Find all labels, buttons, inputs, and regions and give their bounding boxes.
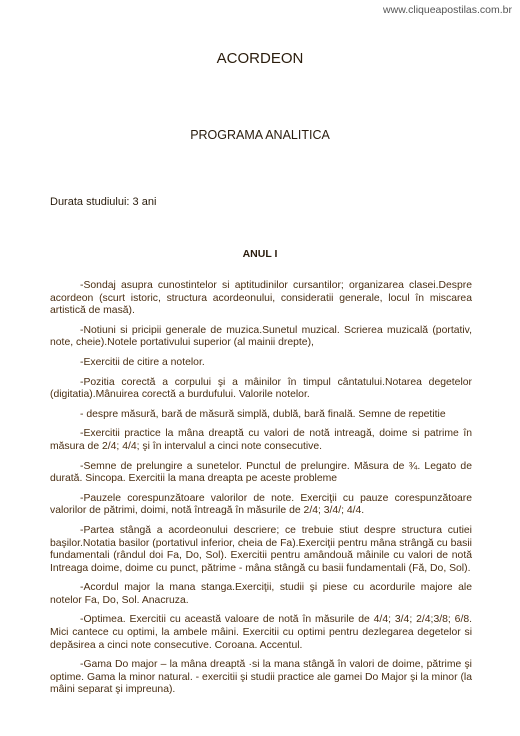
paragraph: -Exercitii practice la mâna dreaptă cu valori de notă intreagă, doime si patrime în măsura de 2/4; 4/4; şi în intervalul a cinci note consecutive. bbox=[50, 428, 472, 452]
paragraph: -Optimea. Exercitii cu această valoare de notă în măsurile de 4/4; 3/4; 2/4;3/8; 6/8. Mici cantece cu optimi, la ambele mâini. Exercitii cu optimi pentru dezlegarea degetelor si depăsirea a cinci note consecutive. Coroana. Accentul. bbox=[50, 614, 472, 651]
paragraph: -Partea stângă a acordeonului descriere; ce trebuie stiut despre structura cutiei başilor.Notatia basilor (portativul inferior, cheia de Fa).Exerciţii pentru mâna strângă cu basii fundamentali (rândul doi Fa, Do, Sol). Exercitii pentru amândouă mâinile cu valori de notă Intreaga doime, doime cu punct, pătrime - mâna stângă cu basii fundamentali (Fă, Do, Sol). bbox=[50, 524, 472, 574]
document-title: ACORDEON bbox=[216, 50, 304, 67]
paragraph: -Notiuni si pricipii generale de muzica.Sunetul muzical. Scrierea muzicală (portativ, note, cheie).Notele portativului superior (al mainii drepte), bbox=[50, 324, 472, 349]
paragraph: -Sondaj asupra cunostintelor si aptitudinilor cursantilor; organizarea clasei.Despre acordeon (scurt istoric, structura acordeonului, consideratii generale, locul în miscarea artistică de masă). bbox=[50, 280, 472, 317]
paragraph: -Acordul major la mana stanga.Exerciţii, studii şi piese cu acordurile majore ale notelor Fa, Do, Sol. Anacruza. bbox=[50, 582, 472, 606]
paragraph: -Semne de prelungire a sunetelor. Punctul de prelungire. Măsura de ¾. Legato de durată. Sincopa. Exercitii la mana dreapta pe aceste probleme bbox=[50, 460, 472, 485]
watermark: www.cliqueapostilas.com.br bbox=[383, 4, 512, 16]
study-duration: Durata studiului: 3 ani bbox=[50, 196, 157, 208]
paragraph: - despre măsură, bară de măsură simplă, dublă, bară finală. Semne de repetitie bbox=[80, 408, 446, 420]
paragraph: -Pauzele corespunzătoare valorilor de note. Exerciţii cu pauze corespunzătoare valorilor de pătrimi, doimi, notă întreagă în măsurile de 2/4; 3/4/; 4/4. bbox=[50, 492, 472, 517]
paragraph: -Exercitii de citire a notelor. bbox=[80, 356, 205, 368]
paragraph: -Pozitia corectă a corpului şi a mâinilor în timpul cântatului.Notarea degetelor (digitatia).Mânuirea corectă a burdufului. Valorile notelor. bbox=[50, 376, 472, 401]
curriculum-body bbox=[50, 280, 472, 704]
document-subtitle: PROGRAMA ANALITICA bbox=[190, 128, 330, 142]
year-heading: ANUL I bbox=[242, 248, 278, 260]
paragraph: -Gama Do major – la mâna dreaptă ·si la mana stângă în valori de doime, pătrime şi optime. Gama la minor natural. - exercitii şi studii practice ale gamei Do Major şi la minor (la mâini separat şi impreuna). bbox=[50, 659, 472, 696]
